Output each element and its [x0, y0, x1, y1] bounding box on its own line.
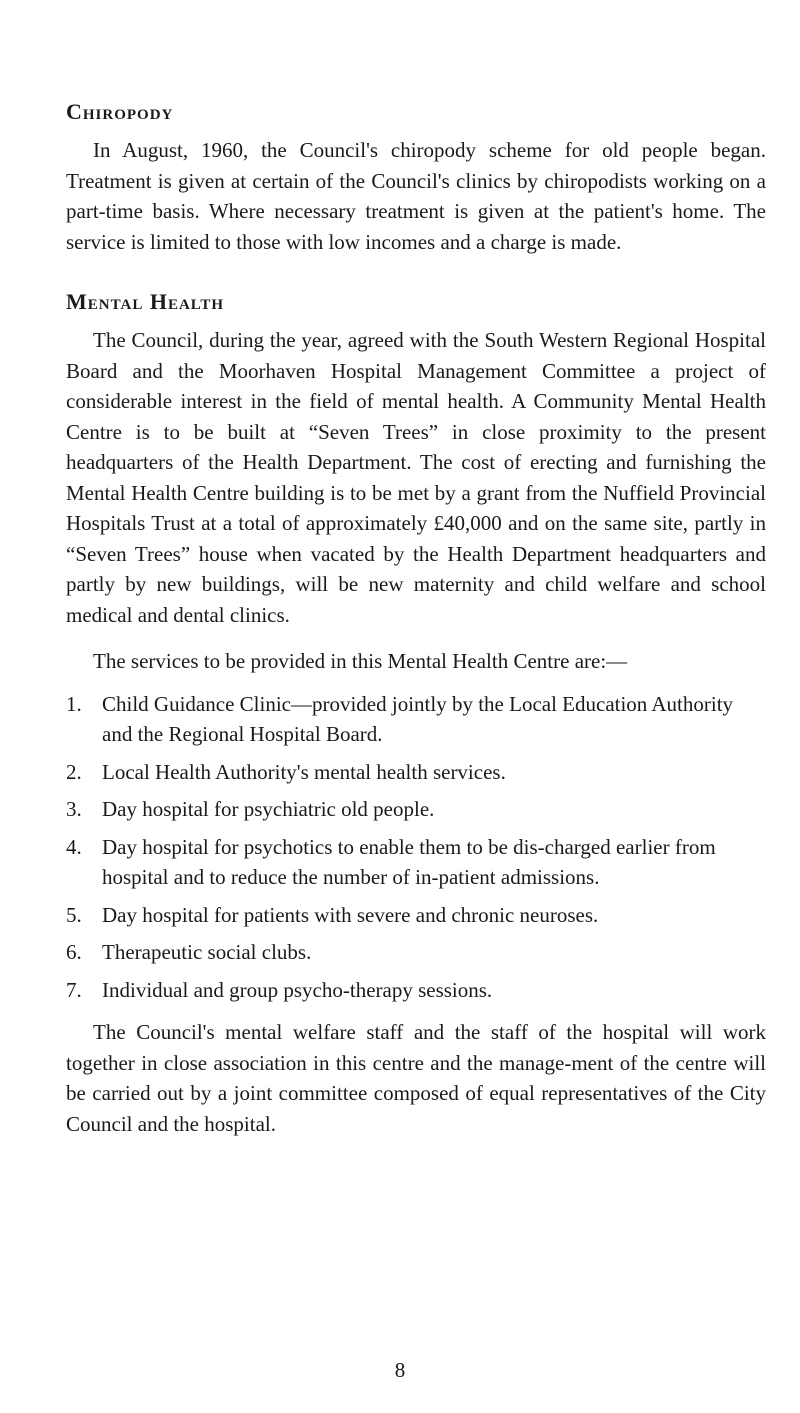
- paragraph: In August, 1960, the Council's chiropody scheme for old people began. Treatment is given at certain of the Council's clinics by chiropodists working on a part-time basis. Where necessary treatment is given at the patient's home. The service is limited to those with low incomes and a charge is made.: [66, 138, 766, 254]
- list-item-text: Day hospital for psychotics to enable them to be dis-charged earlier from hospital and to reduce the number of in-patient admissions.: [102, 834, 716, 889]
- list-item-number: 5.: [66, 902, 82, 927]
- list-item: [66, 689, 766, 750]
- list-item-number: 2.: [66, 759, 82, 784]
- list-item: [66, 794, 766, 825]
- list-item-number: 6.: [66, 940, 82, 964]
- section-mental-health: [66, 288, 766, 1139]
- list-item-text: Therapeutic social clubs.: [102, 940, 312, 964]
- list-item-text: Day hospital for psychiatric old people.: [102, 797, 435, 821]
- list-item-text: Day hospital for patients with severe and chronic neuroses.: [102, 902, 599, 927]
- paragraph: The Council, during the year, agreed with the South Western Regional Hospital Board and the Moorhaven Hospital Management Committee a project of considerable interest in the field of mental health. A Community Mental Health Centre is to be built at “Seven Trees” in close proximity to the present headquarters of the Health Department. The cost of erecting and furnishing the Mental Health Centre building is to be met by a grant from the Nuffield Provincial Hospitals Trust at a total of approximately £40,000 and on the same site, partly in “Seven Trees” house when vacated by the Health Department headquarters and partly by new buildings, will be new maternity and child welfare and school medical and dental clinics.: [66, 328, 766, 627]
- list-item-number: 4.: [66, 834, 82, 859]
- section-chiropody: [66, 98, 766, 257]
- list-item: [66, 900, 766, 931]
- list-item-text: Individual and group psycho-therapy sessions.: [102, 977, 493, 1002]
- services-list: [66, 689, 766, 1006]
- list-item: [66, 937, 766, 968]
- list-item: [66, 975, 766, 1006]
- list-item-text: Child Guidance Clinic—provided jointly by the Local Education Authority and the Regional Hospital Board.: [102, 691, 734, 746]
- list-item-number: 1.: [66, 691, 82, 716]
- section-heading: Chiropody: [66, 99, 174, 124]
- list-item-number: 3.: [66, 797, 82, 821]
- list-item: [66, 757, 766, 788]
- document-page: [66, 98, 766, 1170]
- paragraph: The services to be provided in this Mental Health Centre are:—: [93, 649, 628, 673]
- page-number: 8: [394, 1358, 406, 1382]
- closing-paragraph: The Council's mental welfare staff and the staff of the hospital will work together in close association in this centre and the manage-ment of the centre will be carried out by a joint committee composed of equal representatives of the City Council and the hospital.: [66, 1020, 766, 1136]
- list-item: [66, 832, 766, 893]
- list-item-text: Local Health Authority's mental health services.: [102, 759, 506, 784]
- list-item-number: 7.: [66, 977, 82, 1002]
- section-heading: Mental Health: [66, 289, 225, 314]
